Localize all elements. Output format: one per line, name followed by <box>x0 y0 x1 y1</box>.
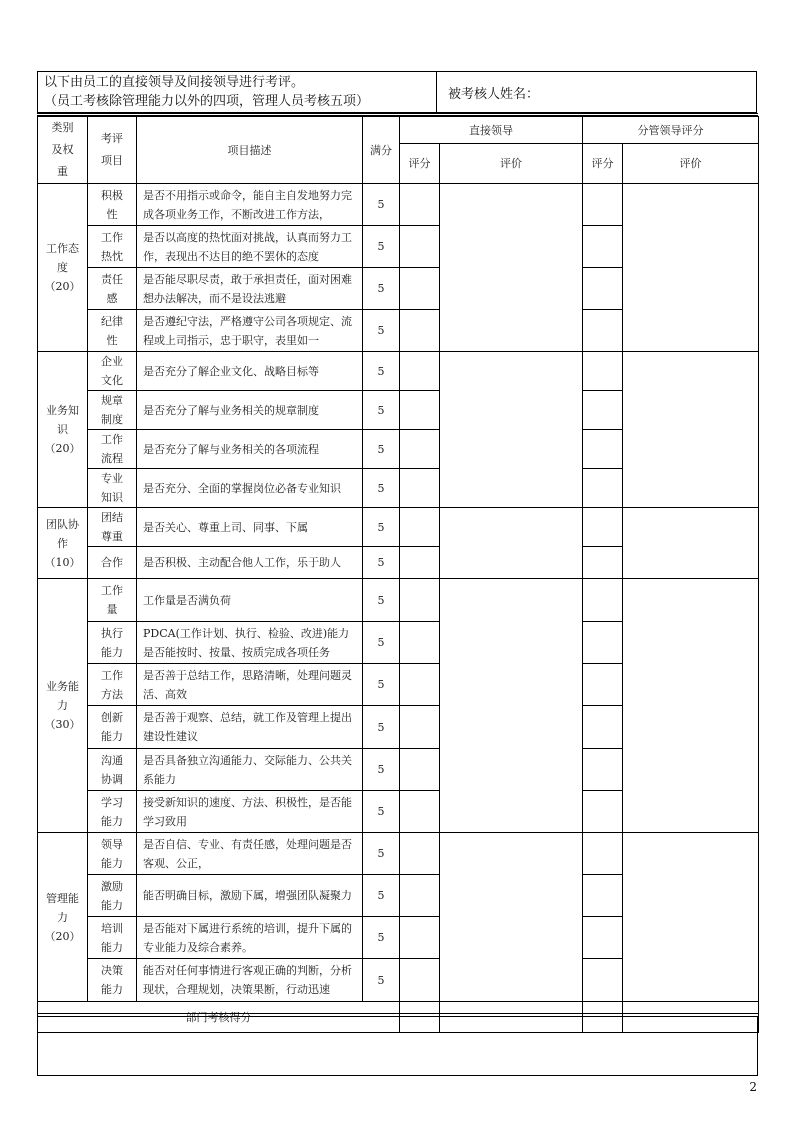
item-description: 是否以高度的热忱面对挑战，认真而努力工作，表现出不达目的绝不罢休的态度 <box>137 226 363 268</box>
supervising-leader-score-input[interactable] <box>583 268 623 310</box>
category-cell <box>38 352 88 508</box>
item-name-cell: 团结尊重 <box>88 508 137 547</box>
appraisee-name-field[interactable] <box>438 72 756 112</box>
supervising-leader-score-input[interactable] <box>583 391 623 430</box>
category-weight: （30） <box>44 718 81 731</box>
item-name-cell: 学习能力 <box>88 791 137 833</box>
full-score: 5 <box>363 959 400 1002</box>
supervising-leader-score-input[interactable] <box>583 469 623 508</box>
item-name-cell: 培训能力 <box>88 917 137 959</box>
item-name-cell: 沟通协调 <box>88 749 137 791</box>
supervising-leader-score-input[interactable] <box>583 749 623 791</box>
category-name: 工作态度 <box>46 242 79 274</box>
item-name-cell: 工作流程 <box>88 430 137 469</box>
direct-leader-comment-input[interactable] <box>440 833 583 1002</box>
item-name-cell: 决策能力 <box>88 959 137 1002</box>
item-name-cell: 规章制度 <box>88 391 137 430</box>
category-name: 业务能力 <box>46 680 79 712</box>
item-description: 接受新知识的速度、方法、积极性，是否能学习致用 <box>137 791 363 833</box>
criteria-row <box>38 184 759 226</box>
col-header-category: 类别及权重 <box>38 117 88 184</box>
direct-leader-score-input[interactable] <box>400 268 440 310</box>
col-header-direct-score: 评分 <box>400 144 440 184</box>
col-header-supervising-comment: 评价 <box>623 144 759 184</box>
direct-leader-comment-input[interactable] <box>440 184 583 352</box>
instructions <box>38 72 437 112</box>
category-name: 团队协作 <box>46 517 79 550</box>
supervising-leader-score-input[interactable] <box>583 579 623 622</box>
col-header-description: 项目描述 <box>137 117 363 184</box>
item-name-cell: 责任感 <box>88 268 137 310</box>
supervising-leader-comment-input[interactable] <box>623 833 759 1002</box>
direct-leader-score-input[interactable] <box>400 917 440 959</box>
direct-leader-score-input[interactable] <box>400 508 440 547</box>
full-score: 5 <box>363 791 400 833</box>
col-header-item: 考评项目 <box>88 117 137 184</box>
full-score: 5 <box>363 352 400 391</box>
item-name-cell: 积极性 <box>88 184 137 226</box>
supervising-leader-score-input[interactable] <box>583 833 623 875</box>
direct-leader-score-input[interactable] <box>400 959 440 1002</box>
full-score: 5 <box>363 917 400 959</box>
item-description: 是否能尽职尽责，敢于承担责任，面对困难想办法解决，而不是设法逃避 <box>137 268 363 310</box>
supervising-leader-score-input[interactable] <box>583 959 623 1002</box>
item-description: 是否充分、全面的掌握岗位必备专业知识 <box>137 469 363 508</box>
direct-leader-score-input[interactable] <box>400 833 440 875</box>
category-weight: （20） <box>44 929 81 943</box>
direct-leader-score-input[interactable] <box>400 547 440 579</box>
supervising-leader-score-input[interactable] <box>583 791 623 833</box>
full-score: 5 <box>363 622 400 664</box>
direct-leader-score-input[interactable] <box>400 706 440 749</box>
category-cell <box>38 579 88 833</box>
supervising-leader-score-input[interactable] <box>583 917 623 959</box>
item-name-cell: 执行能力 <box>88 622 137 664</box>
direct-leader-score-input[interactable] <box>400 469 440 508</box>
direct-leader-comment-input[interactable] <box>440 579 583 833</box>
supervising-leader-comment-input[interactable] <box>623 508 759 579</box>
full-score: 5 <box>363 184 400 226</box>
full-score: 5 <box>363 875 400 917</box>
item-description: 是否不用指示或命令，能自主自发地努力完成各项业务工作，不断改进工作方法， <box>137 184 363 226</box>
category-cell <box>38 184 88 352</box>
supervising-leader-comment-input[interactable] <box>623 184 759 352</box>
direct-leader-score-input[interactable] <box>400 226 440 268</box>
direct-leader-comment-input[interactable] <box>440 508 583 579</box>
category-weight: （20） <box>44 280 81 293</box>
item-name-cell: 企业文化 <box>88 352 137 391</box>
item-description: 能否明确目标，激励下属，增强团队凝聚力 <box>137 875 363 917</box>
item-description: 是否关心、尊重上司、同事、下属 <box>137 508 363 547</box>
full-score: 5 <box>363 391 400 430</box>
direct-leader-score-input[interactable] <box>400 352 440 391</box>
full-score: 5 <box>363 469 400 508</box>
instruction-line-1: 以下由员工的直接领导及间接领导进行考评。 <box>44 75 305 90</box>
appraisal-table <box>37 116 759 1033</box>
direct-leader-score-input[interactable] <box>400 622 440 664</box>
item-description: 是否遵纪守法，严格遵守公司各项规定、流程或上司指示，忠于职守，表里如一 <box>137 310 363 352</box>
category-name: 业务知识 <box>46 404 79 436</box>
criteria-row <box>38 508 759 547</box>
supervising-leader-comment-input[interactable] <box>623 579 759 833</box>
supervising-leader-score-input[interactable] <box>583 664 623 706</box>
item-description: 是否能对下属进行系统的培训，提升下属的专业能力及综合素养。 <box>137 917 363 959</box>
category-weight: （10） <box>44 555 81 569</box>
instruction-line-2: （员工考核除管理能力以外的四项，管理人员考核五项） <box>44 94 370 109</box>
direct-leader-score-input[interactable] <box>400 749 440 791</box>
full-score: 5 <box>363 664 400 706</box>
direct-leader-score-input[interactable] <box>400 791 440 833</box>
item-description: 是否充分了解与业务相关的各项流程 <box>137 430 363 469</box>
full-score: 5 <box>363 508 400 547</box>
item-name-cell: 工作热忱 <box>88 226 137 268</box>
supervising-leader-score-input[interactable] <box>583 508 623 547</box>
supervising-leader-score-input[interactable] <box>583 352 623 391</box>
supervising-leader-score-input[interactable] <box>583 875 623 917</box>
item-name-cell: 激励能力 <box>88 875 137 917</box>
supervising-leader-score-input[interactable] <box>583 622 623 664</box>
supervising-leader-score-input[interactable] <box>583 310 623 352</box>
supervising-leader-score-input[interactable] <box>583 430 623 469</box>
full-score: 5 <box>363 226 400 268</box>
col-header-full-score: 满分 <box>363 117 400 184</box>
item-description: 是否充分了解与业务相关的规章制度 <box>137 391 363 430</box>
form-header <box>37 71 757 113</box>
col-header-supervising-score: 评分 <box>583 144 623 184</box>
criteria-row <box>38 579 759 622</box>
item-name-cell: 纪律性 <box>88 310 137 352</box>
page-number: 2 <box>749 1080 757 1094</box>
appraisee-name-label: 被考核人姓名： <box>448 86 540 102</box>
direct-leader-score-input[interactable] <box>400 391 440 430</box>
item-name-cell: 工作量 <box>88 579 137 622</box>
item-description: 工作量是否满负荷 <box>137 579 363 622</box>
item-description: 是否善于观察、总结，就工作及管理上提出建设性建议 <box>137 706 363 749</box>
category-name: 管理能力 <box>46 891 79 924</box>
supervising-leader-comment-input[interactable] <box>623 352 759 508</box>
item-description: 是否具备独立沟通能力、交际能力、公共关系能力 <box>137 749 363 791</box>
item-description: 是否自信、专业、有责任感，处理问题是否客观、公正， <box>137 833 363 875</box>
item-description: 能否对任何事情进行客观正确的判断，分析现状，合理规划，决策果断，行动迅速 <box>137 959 363 1002</box>
item-name-cell: 创新能力 <box>88 706 137 749</box>
direct-leader-comment-input[interactable] <box>440 352 583 508</box>
criteria-row <box>38 352 759 391</box>
category-cell <box>38 508 88 579</box>
direct-leader-score-input[interactable] <box>400 579 440 622</box>
full-score: 5 <box>363 749 400 791</box>
supervising-leader-score-input[interactable] <box>583 706 623 749</box>
direct-leader-score-input[interactable] <box>400 664 440 706</box>
item-description: 是否积极、主动配合他人工作，乐于助人 <box>137 547 363 579</box>
full-score: 5 <box>363 579 400 622</box>
full-score: 5 <box>363 268 400 310</box>
full-score: 5 <box>363 706 400 749</box>
item-description: 是否充分了解企业文化、战略目标等 <box>137 352 363 391</box>
item-name-cell: 合作 <box>88 547 137 579</box>
overall-comment-box[interactable] <box>37 1016 758 1076</box>
full-score: 5 <box>363 430 400 469</box>
item-description: PDCA(工作计划、执行、检验、改进)能力是否能按时、按量、按质完成各项任务 <box>137 622 363 664</box>
col-header-direct-leader: 直接领导 <box>400 117 583 144</box>
department-score-label: 部门考核得分 <box>38 1002 400 1033</box>
direct-leader-score-input[interactable] <box>400 430 440 469</box>
direct-leader-score-input[interactable] <box>400 184 440 226</box>
col-header-direct-comment: 评价 <box>440 144 583 184</box>
col-header-supervising-leader: 分管领导评分 <box>583 117 759 144</box>
direct-leader-score-input[interactable] <box>400 310 440 352</box>
full-score: 5 <box>363 310 400 352</box>
category-weight: （20） <box>44 442 81 455</box>
item-description: 是否善于总结工作，思路清晰，处理问题灵活、高效 <box>137 664 363 706</box>
full-score: 5 <box>363 833 400 875</box>
item-name-cell: 工作方法 <box>88 664 137 706</box>
direct-leader-score-input[interactable] <box>400 875 440 917</box>
supervising-leader-score-input[interactable] <box>583 547 623 579</box>
full-score: 5 <box>363 547 400 579</box>
supervising-leader-score-input[interactable] <box>583 184 623 226</box>
criteria-row <box>38 833 759 875</box>
item-name-cell: 领导能力 <box>88 833 137 875</box>
item-name-cell: 专业知识 <box>88 469 137 508</box>
category-cell <box>38 833 88 1002</box>
supervising-leader-score-input[interactable] <box>583 226 623 268</box>
